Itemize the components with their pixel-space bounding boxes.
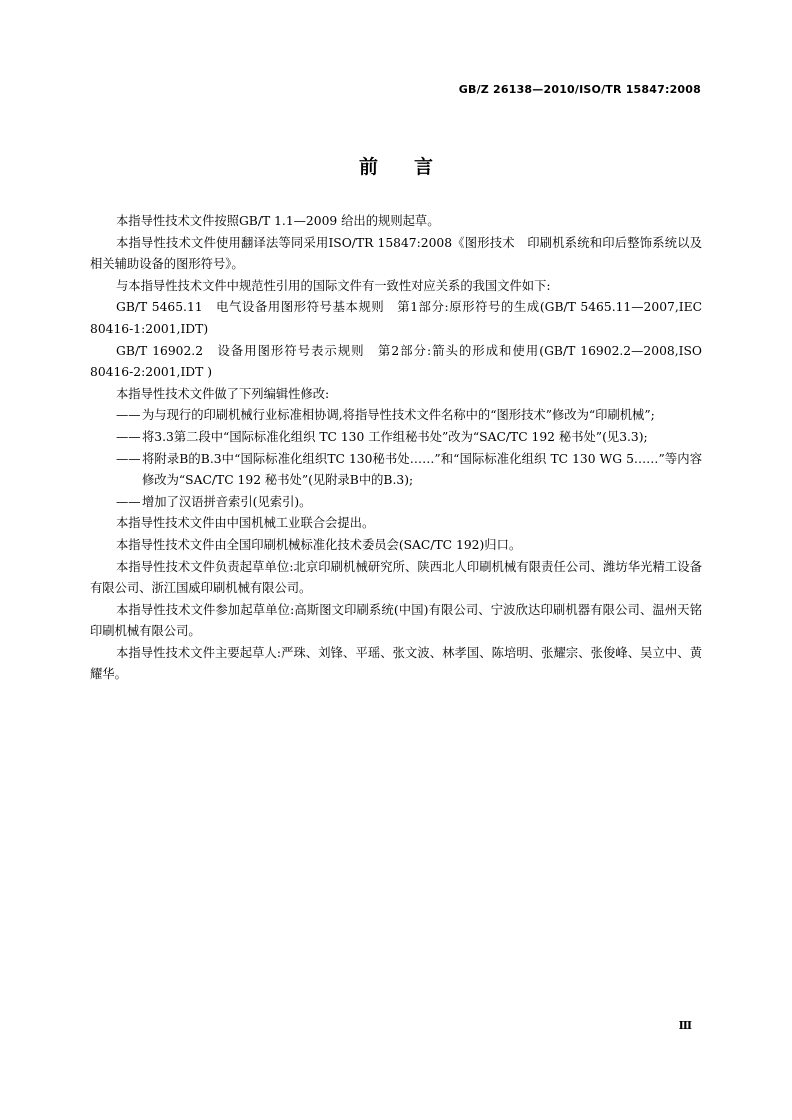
dash-marker: ——	[116, 451, 141, 466]
list-item	[90, 492, 702, 514]
paragraph: 本指导性技术文件由中国机械工业联合会提出。	[116, 516, 375, 531]
paragraph: 本指导性技术文件按照GB/T 1.1—2009 给出的规则起草。	[116, 214, 440, 228]
page-title: 前言	[358, 156, 469, 178]
paragraph: 本指导性技术文件参加起草单位:高斯图文印刷系统(中国)有限公司、宁波欣达印刷机器有限公司、温州天铭印刷机械有限公司。	[90, 602, 702, 639]
list-item-text: 将附录B的B.3中“国际标准化组织TC 130秘书处……”和“国际标准化组织 TC 130 WG 5……”等内容修改为“SAC/TC 192 秘书处”(见附录B中的B.3);	[142, 451, 702, 488]
paragraph: 本指导性技术文件主要起草人:严珠、刘锋、平瑶、张文波、林孝国、陈培明、张耀宗、张俊峰、吴立中、黄耀华。	[90, 645, 702, 682]
document-body	[90, 211, 702, 686]
paragraph: 本指导性技术文件使用翻译法等同采用ISO/TR 15847:2008《图形技术 印刷机系统和印后整饰系统以及相关辅助设备的图形符号》。	[90, 235, 702, 272]
paragraph: 本指导性技术文件由全国印刷机械标准化技术委员会(SAC/TC 192)归口。	[116, 537, 522, 552]
list-item	[90, 405, 702, 427]
dash-marker: ——	[116, 429, 141, 444]
paragraph: GB/T 16902.2 设备用图形符号表示规则 第2部分:箭头的形成和使用(GB/T 16902.2—2008,ISO 80416-2:2001,IDT )	[90, 343, 702, 380]
paragraph: 与本指导性技术文件中规范性引用的国际文件有一致性对应关系的我国文件如下:	[116, 278, 551, 293]
paragraph: 本指导性技术文件做了下列编辑性修改:	[116, 386, 330, 401]
dash-marker: ——	[116, 494, 141, 509]
list-item-text: 增加了汉语拼音索引(见索引)。	[142, 494, 312, 509]
list-item-text: 将3.3第二段中“国际标准化组织 TC 130 工作组秘书处”改为“SAC/TC 192 秘书处”(见3.3);	[142, 429, 648, 444]
list-item	[90, 449, 702, 492]
document-number-header: GB/Z 26138—2010/ISO/TR 15847:2008	[458, 83, 701, 96]
page-number: Ⅲ	[678, 1019, 692, 1032]
dash-marker: ——	[116, 408, 141, 423]
list-item-text: 为与现行的印刷机械行业标准相协调,将指导性技术文件名称中的“图形技术”修改为“印刷机械”;	[142, 408, 655, 423]
paragraph: 本指导性技术文件负责起草单位:北京印刷机械研究所、陕西北人印刷机械有限责任公司、潍坊华光精工设备有限公司、浙江国威印刷机械有限公司。	[90, 559, 702, 596]
paragraph: GB/T 5465.11 电气设备用图形符号基本规则 第1部分:原形符号的生成(GB/T 5465.11—2007,IEC 80416-1:2001,IDT)	[90, 300, 702, 336]
list-item	[90, 427, 702, 449]
